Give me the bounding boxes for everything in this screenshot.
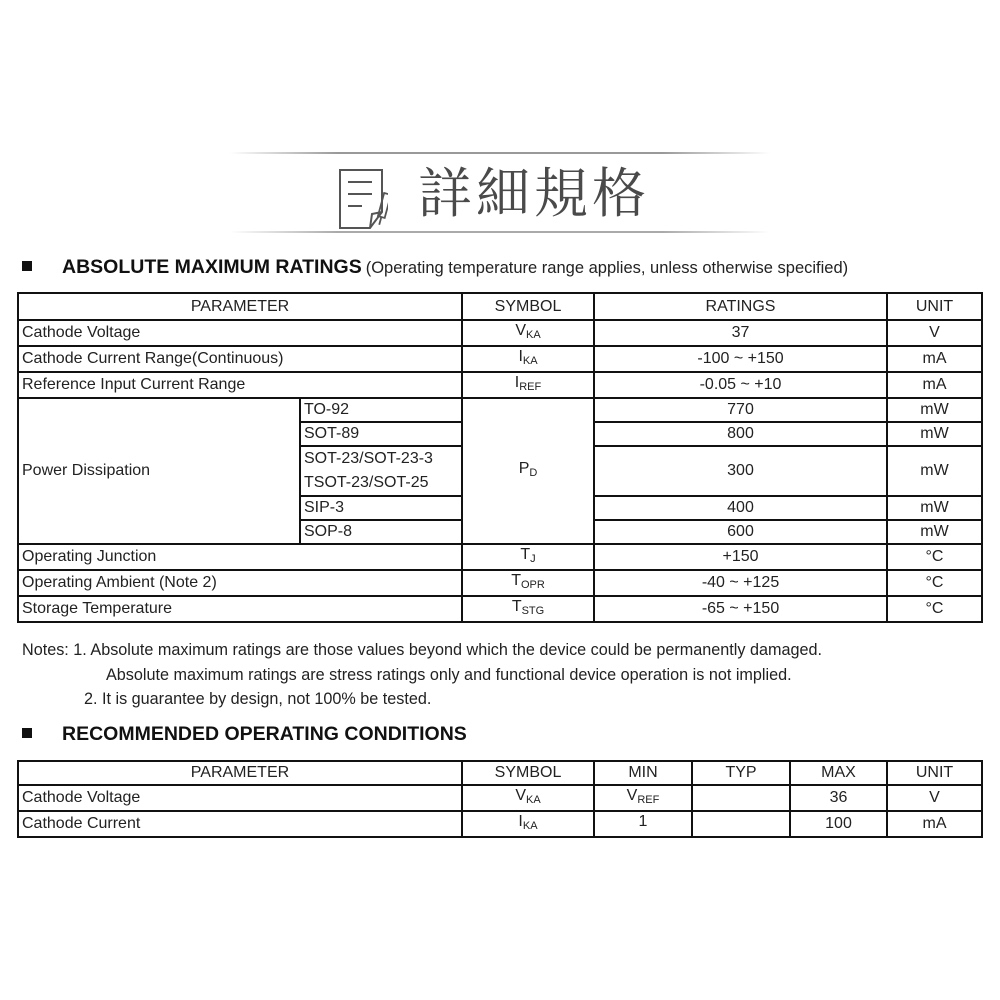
cell-rating: 800 — [594, 422, 887, 446]
cell-unit: V — [887, 785, 982, 811]
table-row — [18, 346, 982, 372]
cell-package: SOT-23/SOT-23-3 — [300, 446, 462, 471]
cell-rating: -65 ~ +150 — [594, 596, 887, 622]
section-subtitle: (Operating temperature range applies, unless otherwise specified) — [365, 259, 849, 277]
cell-rating: 600 — [594, 520, 887, 544]
section-title: RECOMMENDED OPERATING CONDITIONS — [62, 723, 467, 745]
cell-typ — [692, 811, 790, 837]
cell-max: 36 — [790, 785, 887, 811]
table-row-power — [18, 398, 982, 422]
cell-unit: mA — [887, 346, 982, 372]
note-1-text: 1. Absolute maximum ratings are those values beyond which the device could be permanently damaged. — [73, 641, 822, 659]
table-row — [18, 785, 982, 811]
header-typ: TYP — [692, 761, 790, 785]
cell-symbol: $I_{KA}$ — [462, 346, 594, 372]
cell-unit: V — [887, 320, 982, 346]
cell-min: 1 — [594, 811, 692, 837]
cell-rating: 37 — [594, 320, 887, 346]
cell-symbol: $T_{STG}$ — [462, 596, 594, 622]
table-row — [18, 596, 982, 622]
banner-divider-top — [230, 152, 770, 154]
header-unit: UNIT — [887, 293, 982, 320]
note-1 — [22, 638, 982, 663]
note-2: 2. It is guarantee by design, not 100% be tested. — [84, 690, 432, 708]
section-title: ABSOLUTE MAXIMUM RATINGS — [62, 256, 362, 278]
cell-symbol: $I_{REF}$ — [462, 372, 594, 398]
cell-unit: °C — [887, 596, 982, 622]
cell-max: 100 — [790, 811, 887, 837]
header-symbol: SYMBOL — [462, 293, 594, 320]
cell-unit: mW — [887, 422, 982, 446]
cell-symbol: $V_{KA}$ — [462, 785, 594, 811]
cell-unit: mW — [887, 446, 982, 496]
cell-min: $V_{REF}$ — [594, 785, 692, 811]
cell-unit: mW — [887, 520, 982, 544]
header-max: MAX — [790, 761, 887, 785]
cell-symbol: $I_{KA}$ — [462, 811, 594, 837]
header-symbol: SYMBOL — [462, 761, 594, 785]
cell-unit: mA — [887, 811, 982, 837]
banner-divider-bottom — [230, 231, 770, 233]
cell-parameter: Cathode Current — [18, 811, 462, 837]
table-header-row — [18, 293, 982, 320]
cell-package: SIP-3 — [300, 496, 462, 520]
cell-rating: 400 — [594, 496, 887, 520]
notes — [22, 638, 982, 712]
rec-op-heading — [22, 723, 467, 746]
page-title: 詳細規格 — [418, 162, 650, 225]
note-1-cont: Absolute maximum ratings are stress ratings only and functional device operation is not implied. — [106, 665, 792, 684]
spec-banner — [230, 150, 770, 240]
cell-unit: mW — [887, 496, 982, 520]
header-parameter: PARAMETER — [18, 293, 462, 320]
cell-rating: -40 ~ +125 — [594, 570, 887, 596]
table-row — [18, 811, 982, 837]
notes-label: Notes: — [22, 641, 69, 659]
header-ratings: RATINGS — [594, 293, 887, 320]
cell-typ — [692, 785, 790, 811]
cell-package: TSOT-23/SOT-25 — [300, 471, 462, 496]
cell-package: SOP-8 — [300, 520, 462, 544]
cell-parameter: Cathode Voltage — [18, 785, 462, 811]
table-row — [18, 372, 982, 398]
cell-unit: °C — [887, 544, 982, 570]
cell-parameter: Storage Temperature — [18, 596, 462, 622]
cell-symbol: $V_{KA}$ — [462, 320, 594, 346]
header-min: MIN — [594, 761, 692, 785]
cell-rating: -0.05 ~ +10 — [594, 372, 887, 398]
cell-parameter: Operating Ambient (Note 2) — [18, 570, 462, 596]
header-unit: UNIT — [887, 761, 982, 785]
cell-rating: +150 — [594, 544, 887, 570]
cell-parameter: Cathode Current Range(Continuous) — [18, 346, 462, 372]
cell-package: SOT-89 — [300, 422, 462, 446]
cell-unit: mW — [887, 398, 982, 422]
cell-symbol: $T_J$ — [462, 544, 594, 570]
abs-max-heading — [22, 256, 848, 279]
cell-unit: °C — [887, 570, 982, 596]
cell-rating: -100 ~ +150 — [594, 346, 887, 372]
header-parameter: PARAMETER — [18, 761, 462, 785]
cell-rating: 300 — [594, 446, 887, 496]
cell-symbol: $P_D$ — [462, 398, 594, 544]
cell-parameter: Operating Junction — [18, 544, 462, 570]
cell-unit: mA — [887, 372, 982, 398]
table-row — [18, 544, 982, 570]
cell-symbol: $T_{OPR}$ — [462, 570, 594, 596]
cell-rating: 770 — [594, 398, 887, 422]
cell-package: TO-92 — [300, 398, 462, 422]
table-row — [18, 320, 982, 346]
abs-max-table — [17, 292, 983, 623]
cell-parameter: Power Dissipation — [18, 398, 300, 544]
table-header-row — [18, 761, 982, 785]
square-bullet-icon — [22, 261, 32, 271]
table-row — [18, 570, 982, 596]
cell-parameter: Reference Input Current Range — [18, 372, 462, 398]
document-pen-icon — [338, 168, 388, 230]
cell-parameter: Cathode Voltage — [18, 320, 462, 346]
rec-op-table — [17, 760, 983, 838]
square-bullet-icon — [22, 728, 32, 738]
